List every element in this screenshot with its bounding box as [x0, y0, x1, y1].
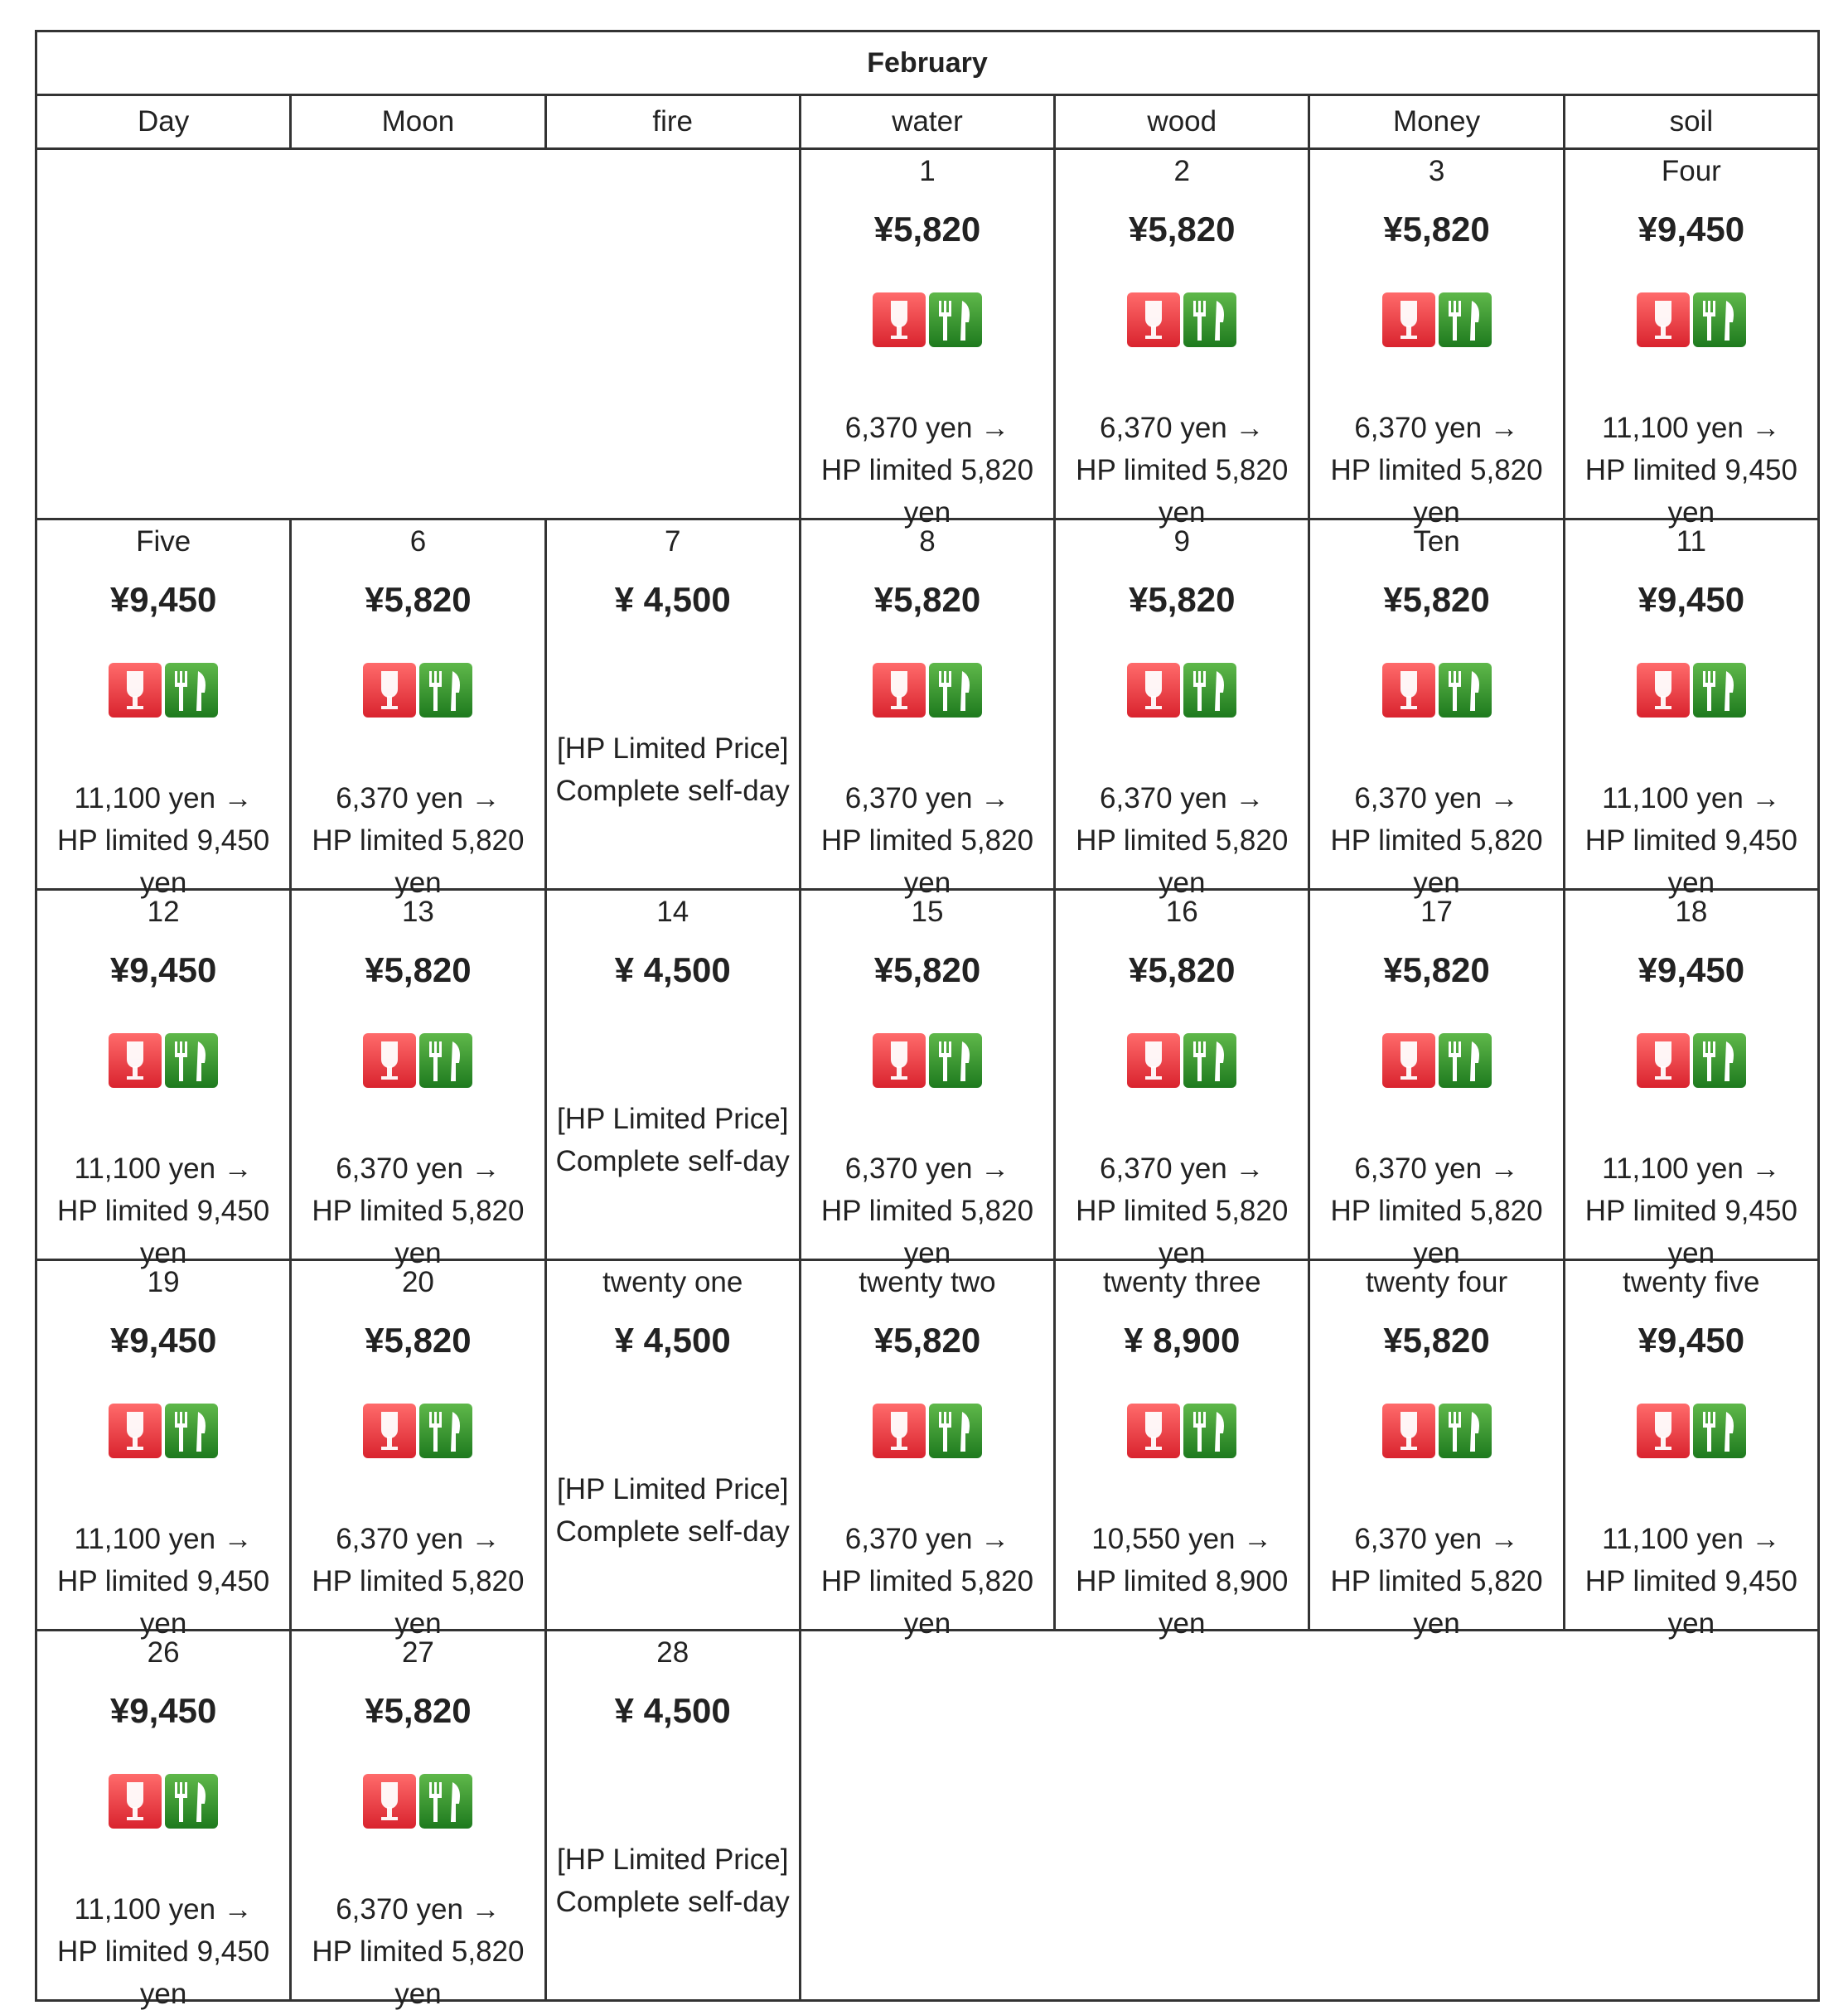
plan-icons	[1637, 1033, 1746, 1088]
plan-icons	[1637, 663, 1746, 718]
drink-icon	[1637, 292, 1690, 347]
drink-icon	[1637, 1404, 1690, 1458]
day-price: ¥5,820	[1383, 580, 1490, 619]
price-note-line: 6,370 yen →	[1100, 412, 1265, 444]
price-note-line: yen	[903, 867, 951, 899]
meal-icon	[1693, 663, 1746, 718]
price-calendar	[35, 30, 1820, 2010]
day-price: ¥ 8,900	[1124, 1321, 1241, 1360]
day-number: 11	[1676, 525, 1707, 558]
day-price: ¥5,820	[873, 950, 981, 989]
day-price: ¥5,820	[1383, 210, 1490, 249]
day-number: twenty one	[602, 1266, 743, 1298]
plan-icons	[363, 663, 472, 718]
day-price: ¥5,820	[873, 580, 981, 619]
price-note-line: 6,370 yen →	[336, 1893, 501, 1926]
plan-icons	[109, 663, 218, 718]
price-note-line: yen	[394, 867, 442, 899]
price-note-line: yen	[1413, 867, 1460, 899]
meal-icon	[165, 1033, 218, 1088]
day-cell[interactable]	[1055, 890, 1309, 1269]
price-note-line: 6,370 yen →	[1354, 1523, 1519, 1555]
day-cell[interactable]	[1564, 1260, 1818, 1640]
meal-icon	[165, 1404, 218, 1458]
day-number: 15	[911, 896, 944, 928]
meal-icon	[929, 1033, 982, 1088]
price-note-line: 6,370 yen →	[844, 1152, 1010, 1185]
plan-icons	[873, 292, 982, 347]
price-note	[37, 1888, 289, 2015]
price-note-line: Complete self-day	[555, 775, 790, 807]
meal-icon	[1439, 663, 1492, 718]
weekday-header: wood	[1055, 95, 1309, 149]
day-number: 8	[919, 525, 936, 558]
drink-icon	[1382, 292, 1435, 347]
price-note-line: yen	[1667, 1237, 1715, 1269]
day-price: ¥5,820	[1129, 950, 1236, 989]
plan-icons	[873, 663, 982, 718]
day-cell[interactable]	[800, 149, 1054, 529]
drink-icon	[1637, 663, 1690, 718]
day-price: ¥9,450	[109, 580, 217, 619]
price-note	[37, 1518, 289, 1645]
price-note-line: HP limited 5,820	[820, 824, 1034, 857]
day-price: ¥9,450	[1638, 210, 1745, 249]
price-note-line: HP limited 9,450	[57, 1565, 270, 1597]
day-cell[interactable]	[1309, 1260, 1564, 1640]
price-note-line: yen	[1413, 1607, 1460, 1640]
drink-icon	[363, 1774, 416, 1829]
day-price: ¥9,450	[109, 1691, 217, 1730]
meal-icon	[1439, 1404, 1492, 1458]
weekday-header-row	[36, 95, 1819, 149]
day-number: 13	[401, 896, 434, 928]
price-note	[1056, 777, 1308, 904]
plan-icons	[363, 1774, 472, 1829]
plan-icons	[109, 1774, 218, 1829]
day-price: ¥ 4,500	[614, 950, 731, 989]
day-price: ¥5,820	[365, 950, 472, 989]
day-number: 18	[1675, 896, 1708, 928]
meal-icon	[419, 1033, 472, 1088]
meal-icon	[1183, 663, 1236, 718]
day-cell[interactable]	[36, 519, 291, 899]
price-note	[292, 777, 544, 904]
price-note	[801, 1518, 1053, 1645]
plan-icons	[1127, 1033, 1236, 1088]
drink-icon	[873, 1033, 926, 1088]
price-note-line: HP limited 5,820	[1330, 454, 1543, 486]
day-cell[interactable]	[800, 1260, 1054, 1640]
day-number: twenty five	[1623, 1266, 1760, 1298]
day-price: ¥ 4,500	[614, 580, 731, 619]
day-cell[interactable]	[545, 1631, 800, 2001]
price-note-line: 11,100 yen →	[1602, 1523, 1781, 1555]
price-note-line: 6,370 yen →	[1354, 412, 1519, 444]
day-number: 6	[409, 525, 427, 558]
day-cell[interactable]	[36, 890, 291, 1269]
day-price: ¥5,820	[1383, 1321, 1490, 1360]
price-note-line: yen	[1413, 496, 1460, 529]
price-note-line: HP limited 5,820	[1076, 454, 1289, 486]
day-price: ¥5,820	[873, 1321, 981, 1360]
price-note-line: HP limited 5,820	[312, 1565, 525, 1597]
drink-icon	[363, 1033, 416, 1088]
price-note-line: 11,100 yen →	[74, 782, 253, 814]
day-number: 3	[1428, 155, 1445, 187]
day-number: 17	[1420, 896, 1454, 928]
weekday-header: soil	[1564, 95, 1818, 149]
price-note-line: yen	[394, 1237, 442, 1269]
day-cell[interactable]	[291, 1260, 545, 1640]
day-price: ¥5,820	[365, 1691, 472, 1730]
price-note-line: HP limited 8,900	[1076, 1565, 1289, 1597]
drink-icon	[109, 1404, 162, 1458]
calendar-week-row	[36, 1631, 1819, 2001]
day-price: ¥9,450	[1638, 580, 1745, 619]
price-note-line: yen	[139, 867, 187, 899]
price-note-line: yen	[139, 1978, 187, 2010]
calendar-body	[36, 149, 1819, 2010]
price-note-line: 11,100 yen →	[74, 1893, 253, 1926]
price-note-line: HP limited 9,450	[1584, 454, 1797, 486]
day-number: 1	[919, 155, 936, 187]
meal-icon	[929, 663, 982, 718]
price-note-line: yen	[1667, 496, 1715, 529]
price-note-line: HP limited 5,820	[820, 454, 1034, 486]
price-note	[37, 1148, 289, 1274]
plan-icons	[1637, 292, 1746, 347]
day-number: Five	[136, 525, 191, 558]
meal-icon	[165, 1774, 218, 1829]
meal-icon	[165, 663, 218, 718]
day-number: Ten	[1413, 525, 1460, 558]
price-note-line: HP limited 9,450	[57, 824, 270, 857]
day-number: 2	[1173, 155, 1190, 187]
price-note	[1565, 407, 1817, 534]
plan-icons	[363, 1404, 472, 1458]
price-note-line: HP limited 5,820	[1076, 1195, 1289, 1227]
price-note	[1056, 1518, 1308, 1645]
plan-icons	[1382, 663, 1492, 718]
price-note-line: 6,370 yen →	[844, 1523, 1010, 1555]
drink-icon	[109, 663, 162, 718]
plan-icons	[1127, 663, 1236, 718]
drink-icon	[1637, 1033, 1690, 1088]
price-note-line: yen	[1159, 496, 1206, 529]
price-note-line: 6,370 yen →	[1354, 1152, 1519, 1185]
price-note-line: Complete self-day	[555, 1145, 790, 1177]
price-note-line: HP limited 5,820	[820, 1565, 1034, 1597]
price-note-line: Complete self-day	[555, 1886, 790, 1918]
price-note-line: 11,100 yen →	[1602, 782, 1781, 814]
drink-icon	[873, 292, 926, 347]
day-number: 26	[147, 1636, 180, 1669]
price-note-line: yen	[394, 1607, 442, 1640]
day-price: ¥5,820	[873, 210, 981, 249]
price-note	[292, 1148, 544, 1274]
price-note-line: HP limited 9,450	[1584, 1565, 1797, 1597]
day-cell[interactable]	[800, 890, 1054, 1269]
plan-icons	[1127, 292, 1236, 347]
day-number: 19	[147, 1266, 180, 1298]
meal-icon	[929, 1404, 982, 1458]
drink-icon	[109, 1033, 162, 1088]
price-note	[1310, 1518, 1562, 1645]
drink-icon	[1382, 1404, 1435, 1458]
price-note-line: 6,370 yen →	[844, 412, 1010, 444]
meal-icon	[1693, 1404, 1746, 1458]
drink-icon	[1127, 1404, 1180, 1458]
price-note-line: 6,370 yen →	[1100, 1152, 1265, 1185]
weekday-header: Moon	[291, 95, 545, 149]
plan-icons	[873, 1404, 982, 1458]
day-price: ¥ 4,500	[614, 1321, 731, 1360]
price-note-line: yen	[903, 1237, 951, 1269]
day-number: Four	[1661, 155, 1721, 187]
price-note-line: yen	[1667, 1607, 1715, 1640]
price-note	[801, 407, 1053, 534]
price-note-line: 6,370 yen →	[336, 782, 501, 814]
price-note	[801, 1148, 1053, 1274]
price-note-line: yen	[1159, 867, 1206, 899]
weekday-header: water	[800, 95, 1054, 149]
day-cell[interactable]	[1055, 1260, 1309, 1640]
price-note	[1565, 777, 1817, 904]
price-note-line: [HP Limited Price]	[556, 732, 789, 765]
day-cell[interactable]	[1564, 890, 1818, 1269]
meal-icon	[419, 1774, 472, 1829]
drink-icon	[873, 1404, 926, 1458]
weekday-header: Day	[36, 95, 291, 149]
day-number: 20	[401, 1266, 434, 1298]
price-note-line: 11,100 yen →	[74, 1523, 253, 1555]
day-cell[interactable]	[1309, 149, 1564, 529]
day-number: twenty two	[859, 1266, 996, 1298]
plan-icons	[1382, 1033, 1492, 1088]
drink-icon	[1127, 663, 1180, 718]
price-note-line: HP limited 5,820	[820, 1195, 1034, 1227]
price-note-line: 6,370 yen →	[1100, 782, 1265, 814]
price-note	[1565, 1518, 1817, 1645]
day-cell[interactable]	[291, 519, 545, 899]
plan-icons	[873, 1033, 982, 1088]
price-note-line: 6,370 yen →	[1354, 782, 1519, 814]
drink-icon	[109, 1774, 162, 1829]
price-note	[547, 1098, 799, 1182]
drink-icon	[1127, 292, 1180, 347]
meal-icon	[1439, 292, 1492, 347]
price-note	[292, 1518, 544, 1645]
price-note-line: 11,100 yen →	[1602, 1152, 1781, 1185]
day-price: ¥9,450	[109, 1321, 217, 1360]
price-note-line: [HP Limited Price]	[556, 1103, 789, 1135]
price-note-line: HP limited 9,450	[1584, 824, 1797, 857]
price-note	[1310, 407, 1562, 534]
day-price: ¥5,820	[365, 1321, 472, 1360]
price-note-line: HP limited 9,450	[1584, 1195, 1797, 1227]
price-note-line: HP limited 5,820	[312, 1195, 525, 1227]
month-title: February	[36, 31, 1819, 95]
meal-icon	[1183, 292, 1236, 347]
drink-icon	[1382, 663, 1435, 718]
plan-icons	[109, 1404, 218, 1458]
price-note	[1056, 407, 1308, 534]
price-note	[547, 1468, 799, 1553]
price-note	[1310, 777, 1562, 904]
plan-icons	[1382, 1404, 1492, 1458]
day-cell[interactable]	[1309, 519, 1564, 899]
price-note-line: 6,370 yen →	[844, 782, 1010, 814]
day-cell[interactable]	[36, 1631, 291, 2010]
day-cell[interactable]	[291, 890, 545, 1269]
weekday-header: fire	[545, 95, 800, 149]
meal-icon	[1693, 292, 1746, 347]
price-note-line: yen	[1159, 1237, 1206, 1269]
day-number: 7	[664, 525, 681, 558]
day-price: ¥5,820	[1129, 580, 1236, 619]
price-note-line: yen	[139, 1237, 187, 1269]
day-number: 16	[1165, 896, 1198, 928]
day-price: ¥ 4,500	[614, 1691, 731, 1730]
price-note-line: 10,550 yen →	[1091, 1523, 1273, 1555]
meal-icon	[1183, 1404, 1236, 1458]
day-number: 9	[1173, 525, 1190, 558]
price-note-line: HP limited 5,820	[312, 1935, 525, 1968]
day-price: ¥5,820	[365, 580, 472, 619]
day-cell[interactable]	[545, 1260, 800, 1631]
price-note-line: yen	[139, 1607, 187, 1640]
calendar-week-row	[36, 1260, 1819, 1631]
empty-day-cell	[36, 149, 801, 519]
price-note	[547, 1839, 799, 1923]
day-cell[interactable]	[1055, 149, 1309, 529]
meal-icon	[1439, 1033, 1492, 1088]
price-note	[547, 727, 799, 812]
day-cell[interactable]	[545, 890, 800, 1260]
day-cell[interactable]	[1564, 149, 1818, 529]
price-note-line: HP limited 5,820	[1330, 1195, 1543, 1227]
drink-icon	[363, 663, 416, 718]
price-note-line: HP limited 5,820	[312, 824, 525, 857]
day-price: ¥5,820	[1383, 950, 1490, 989]
price-note-line: HP limited 5,820	[1330, 1565, 1543, 1597]
plan-icons	[1382, 292, 1492, 347]
plan-icons	[1127, 1404, 1236, 1458]
day-number: 28	[656, 1636, 689, 1669]
day-cell[interactable]	[545, 519, 800, 890]
price-note-line: 6,370 yen →	[336, 1152, 501, 1185]
price-note	[1310, 1148, 1562, 1274]
day-cell[interactable]	[1309, 890, 1564, 1269]
calendar-week-row	[36, 519, 1819, 890]
empty-day-cell	[800, 1631, 1818, 2001]
price-note-line: 11,100 yen →	[74, 1152, 253, 1185]
price-note-line: yen	[1667, 867, 1715, 899]
drink-icon	[363, 1404, 416, 1458]
price-note	[801, 777, 1053, 904]
price-note-line: yen	[1159, 1607, 1206, 1640]
weekday-header: Money	[1309, 95, 1564, 149]
price-note-line: yen	[1413, 1237, 1460, 1269]
day-cell[interactable]	[800, 519, 1054, 899]
day-number: 27	[401, 1636, 434, 1669]
day-price: ¥9,450	[109, 950, 217, 989]
drink-icon	[1382, 1033, 1435, 1088]
day-number: twenty three	[1102, 1266, 1261, 1298]
day-cell[interactable]	[291, 1631, 545, 2010]
meal-icon	[419, 1404, 472, 1458]
price-note	[292, 1888, 544, 2015]
calendar-week-row	[36, 149, 1819, 519]
plan-icons	[109, 1033, 218, 1088]
price-note-line: 6,370 yen →	[336, 1523, 501, 1555]
day-price: ¥9,450	[1638, 1321, 1745, 1360]
price-note-line: yen	[903, 1607, 951, 1640]
price-note-line: 11,100 yen →	[1602, 412, 1781, 444]
price-note-line: HP limited 5,820	[1076, 824, 1289, 857]
price-note	[37, 777, 289, 904]
price-note-line: HP limited 5,820	[1330, 824, 1543, 857]
price-note-line: yen	[903, 496, 951, 529]
day-cell[interactable]	[36, 1260, 291, 1640]
day-number: 14	[656, 896, 689, 928]
price-note-line: Complete self-day	[555, 1515, 790, 1548]
drink-icon	[873, 663, 926, 718]
calendar-week-row	[36, 890, 1819, 1260]
day-price: ¥5,820	[1129, 210, 1236, 249]
price-note-line: [HP Limited Price]	[556, 1843, 789, 1876]
price-note-line: HP limited 9,450	[57, 1935, 270, 1968]
plan-icons	[363, 1033, 472, 1088]
meal-icon	[1183, 1033, 1236, 1088]
day-number: twenty four	[1365, 1266, 1508, 1298]
meal-icon	[419, 663, 472, 718]
price-note-line: HP limited 9,450	[57, 1195, 270, 1227]
plan-icons	[1637, 1404, 1746, 1458]
meal-icon	[1693, 1033, 1746, 1088]
day-price: ¥9,450	[1638, 950, 1745, 989]
meal-icon	[929, 292, 982, 347]
day-cell[interactable]	[1564, 519, 1818, 899]
day-cell[interactable]	[1055, 519, 1309, 899]
price-note	[1565, 1148, 1817, 1274]
day-number: 12	[147, 896, 180, 928]
price-note	[1056, 1148, 1308, 1274]
drink-icon	[1127, 1033, 1180, 1088]
price-note-line: [HP Limited Price]	[556, 1473, 789, 1505]
price-note-line: yen	[394, 1978, 442, 2010]
